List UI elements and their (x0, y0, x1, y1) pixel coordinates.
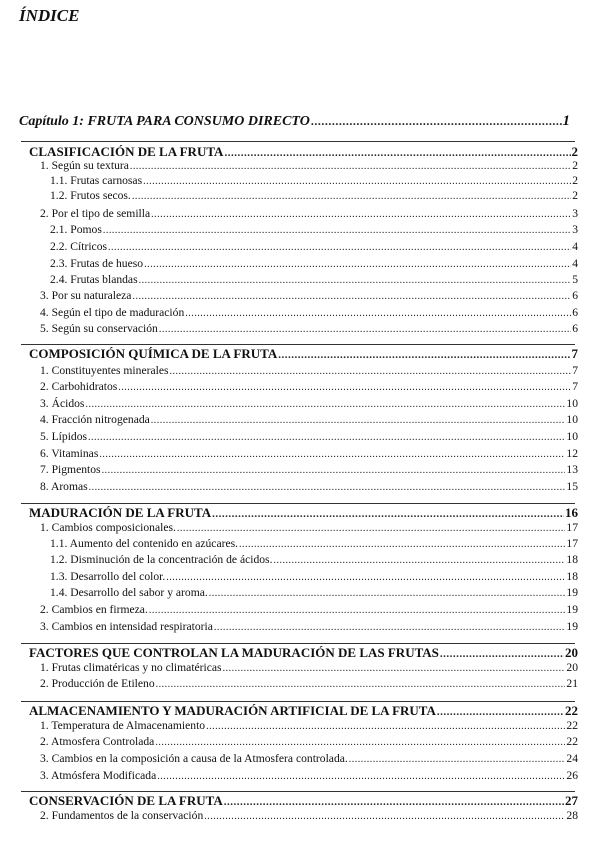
dot-leader (88, 431, 565, 445)
dot-leader (102, 464, 566, 478)
entry-page-number: 5 (572, 273, 578, 286)
toc-entry[interactable] (40, 364, 578, 379)
entry-page-number: 4 (572, 240, 578, 253)
dot-leader (151, 414, 566, 428)
toc-subentry[interactable] (50, 570, 578, 585)
entry-page-number: 22 (566, 719, 578, 732)
entry-label: 1.4. Desarrollo del sabor y aroma. (50, 586, 208, 599)
section-title: ALMACENAMIENTO Y MADURACIÓN ARTIFICIAL DE LA FRUTA (29, 703, 436, 718)
entry-label: 1. Según su textura (40, 159, 129, 172)
dot-leader (223, 662, 566, 676)
toc-entry[interactable] (40, 603, 578, 618)
dot-leader (156, 678, 566, 692)
dot-leader (149, 604, 566, 618)
section-page-number: 2 (571, 144, 578, 159)
entry-label: 1.1. Frutas carnosas (50, 174, 143, 187)
section-divider (21, 701, 575, 702)
toc-entry[interactable] (40, 719, 578, 734)
chapter-title: : FRUTA PARA CONSUMO DIRECTO (79, 114, 310, 129)
toc-subentry[interactable] (50, 174, 578, 189)
dot-leader (85, 398, 565, 412)
dot-leader (132, 190, 571, 204)
section-divider (21, 791, 575, 792)
entry-page-number: 15 (566, 480, 578, 493)
toc-section-heading[interactable] (29, 346, 578, 363)
toc-subentry[interactable] (50, 240, 578, 255)
section-title: FACTORES QUE CONTROLAN LA MADURACIÓN DE LAS FRUTAS (29, 645, 439, 660)
entry-label: 6. Vitaminas (40, 447, 99, 460)
toc-subentry[interactable] (50, 537, 578, 552)
chapter-prefix: Capítulo 1 (19, 114, 80, 129)
entry-page-number: 10 (566, 397, 578, 410)
section-page-number: 16 (565, 505, 578, 520)
entry-label: 3. Por su naturaleza (40, 289, 132, 302)
dot-leader (239, 538, 565, 552)
dot-leader (214, 621, 566, 635)
section-divider (21, 503, 575, 504)
dot-leader (89, 481, 566, 495)
entry-page-number: 2 (572, 159, 578, 172)
section-page-number: 22 (565, 703, 578, 718)
chapter-heading[interactable] (19, 113, 570, 130)
dot-leader (204, 810, 565, 824)
entry-page-number: 19 (566, 586, 578, 599)
entry-page-number: 18 (566, 570, 578, 583)
entry-page-number: 18 (566, 553, 578, 566)
entry-page-number: 6 (572, 289, 578, 302)
toc-entry[interactable] (40, 207, 578, 222)
dot-leader (159, 323, 571, 337)
section-title: CLASIFICACIÓN DE LA FRUTA (29, 144, 224, 159)
toc-entry[interactable] (40, 159, 578, 174)
entry-label: 1.3. Desarrollo del color. (50, 570, 166, 583)
toc-entry[interactable] (40, 289, 578, 304)
toc-entry[interactable] (40, 752, 578, 767)
chapter-page-number: 1 (562, 113, 570, 129)
entry-label: 4. Fracción nitrogenada (40, 413, 150, 426)
entry-page-number: 19 (566, 620, 578, 633)
toc-subentry[interactable] (50, 553, 578, 568)
section-divider (21, 643, 575, 644)
section-divider (21, 344, 575, 345)
dot-leader (144, 258, 571, 272)
entry-label: 3. Cambios en la composición a causa de la Atmosfera controlada. (40, 752, 348, 765)
entry-label: 2.2. Cítricos (50, 240, 108, 253)
toc-subentry[interactable] (50, 189, 578, 204)
dot-leader (166, 571, 565, 585)
toc-section-heading[interactable] (29, 645, 578, 662)
toc-section-heading[interactable] (29, 703, 578, 720)
entry-label: 1.2. Frutos secos. (50, 189, 131, 202)
entry-page-number: 2 (572, 189, 578, 202)
entry-label: 1. Constituyentes minerales (40, 364, 169, 377)
entry-label: 1. Frutas climatéricas y no climatéricas (40, 661, 222, 674)
entry-page-number: 17 (566, 537, 578, 550)
entry-page-number: 7 (572, 364, 578, 377)
entry-label: 2. Producción de Etileno (40, 677, 155, 690)
toc-section-heading[interactable] (29, 505, 578, 522)
dot-leader (177, 522, 566, 536)
entry-label: 2. Carbohidratos (40, 380, 118, 393)
entry-page-number: 4 (572, 257, 578, 270)
toc-entry[interactable] (40, 397, 578, 412)
entry-page-number: 24 (566, 752, 578, 765)
toc-entry[interactable] (40, 380, 578, 395)
dot-leader (273, 554, 565, 568)
entry-page-number: 28 (566, 809, 578, 822)
section-page-number: 27 (565, 793, 578, 808)
entry-page-number: 10 (566, 413, 578, 426)
section-page-number: 7 (571, 346, 578, 361)
entry-page-number: 21 (566, 677, 578, 690)
entry-page-number: 20 (566, 661, 578, 674)
entry-label: 2. Atmosfera Controlada (40, 735, 155, 748)
toc-subentry[interactable] (50, 273, 578, 288)
entry-label: 2.1. Pomos (50, 223, 102, 236)
entry-page-number: 6 (572, 322, 578, 335)
dot-leader (278, 347, 570, 363)
dot-leader (132, 290, 571, 304)
dot-leader (99, 448, 565, 462)
dot-leader (130, 160, 571, 174)
dot-leader (169, 365, 571, 379)
toc-section-heading[interactable] (29, 793, 578, 810)
toc-subentry[interactable] (50, 223, 578, 238)
toc-entry[interactable] (40, 413, 578, 428)
entry-page-number: 19 (566, 603, 578, 616)
entry-page-number: 13 (566, 463, 578, 476)
dot-leader (185, 307, 571, 321)
dot-leader (139, 274, 572, 288)
section-page-number: 20 (565, 645, 578, 660)
toc-entry[interactable] (40, 480, 578, 495)
toc-entry[interactable] (40, 769, 578, 784)
dot-leader (151, 208, 571, 222)
dot-leader (212, 506, 564, 522)
entry-page-number: 26 (566, 769, 578, 782)
entry-label: 5. Lípidos (40, 430, 88, 443)
toc-entry[interactable] (40, 620, 578, 635)
toc-entry[interactable] (40, 430, 578, 445)
toc-entry[interactable] (40, 735, 578, 750)
toc-entry[interactable] (40, 661, 578, 676)
toc-entry[interactable] (40, 463, 578, 478)
dot-leader (209, 587, 566, 601)
dot-leader (155, 736, 565, 750)
toc-entry[interactable] (40, 322, 578, 337)
dot-leader (157, 770, 565, 784)
entry-label: 5. Según su conservación (40, 322, 158, 335)
section-title: CONSERVACIÓN DE LA FRUTA (29, 793, 223, 808)
entry-label: 4. Según el tipo de maduración (40, 306, 185, 319)
entry-page-number: 3 (572, 223, 578, 236)
entry-label: 3. Cambios en intensidad respiratoria (40, 620, 213, 633)
entry-label: 1. Temperatura de Almacenamiento (40, 719, 206, 732)
entry-page-number: 12 (566, 447, 578, 460)
dot-leader (224, 794, 564, 810)
entry-label: 1.2. Disminución de la concentración de ácidos. (50, 553, 273, 566)
toc-entry[interactable] (40, 447, 578, 462)
entry-label: 8. Aromas (40, 480, 88, 493)
dot-leader (118, 381, 571, 395)
dot-leader (143, 175, 571, 189)
entry-label: 1. Cambios composicionales. (40, 521, 176, 534)
section-title: COMPOSICIÓN QUÍMICA DE LA FRUTA (29, 346, 278, 361)
entry-page-number: 10 (566, 430, 578, 443)
entry-label: 2. Por el tipo de semilla (40, 207, 151, 220)
entry-label: 2.3. Frutas de hueso (50, 257, 144, 270)
toc-entry[interactable] (40, 677, 578, 692)
dot-leader (311, 113, 562, 130)
dot-leader (103, 224, 571, 238)
entry-page-number: 3 (572, 207, 578, 220)
toc-entry[interactable] (40, 809, 578, 824)
dot-leader (206, 720, 565, 734)
toc-entry[interactable] (40, 521, 578, 536)
entry-label: 2. Fundamentos de la conservación (40, 809, 204, 822)
dot-leader (349, 753, 566, 767)
page-title: ÍNDICE (19, 6, 80, 25)
dot-leader (108, 241, 571, 255)
entry-page-number: 2 (572, 174, 578, 187)
entry-page-number: 6 (572, 306, 578, 319)
entry-label: 2.4. Frutas blandas (50, 273, 138, 286)
dot-leader (440, 646, 564, 662)
entry-page-number: 17 (566, 521, 578, 534)
entry-page-number: 22 (566, 735, 578, 748)
section-title: MADURACIÓN DE LA FRUTA (29, 505, 212, 520)
toc-entry[interactable] (40, 306, 578, 321)
entry-label: 1.1. Aumento del contenido en azúcares. (50, 537, 239, 550)
entry-label: 3. Ácidos (40, 397, 85, 410)
entry-label: 2. Cambios en firmeza. (40, 603, 148, 616)
toc-subentry[interactable] (50, 257, 578, 272)
section-divider (21, 141, 575, 142)
entry-label: 7. Pigmentos (40, 463, 101, 476)
toc-subentry[interactable] (50, 586, 578, 601)
dot-leader (437, 704, 564, 720)
entry-page-number: 7 (572, 380, 578, 393)
entry-label: 3. Atmósfera Modificada (40, 769, 157, 782)
